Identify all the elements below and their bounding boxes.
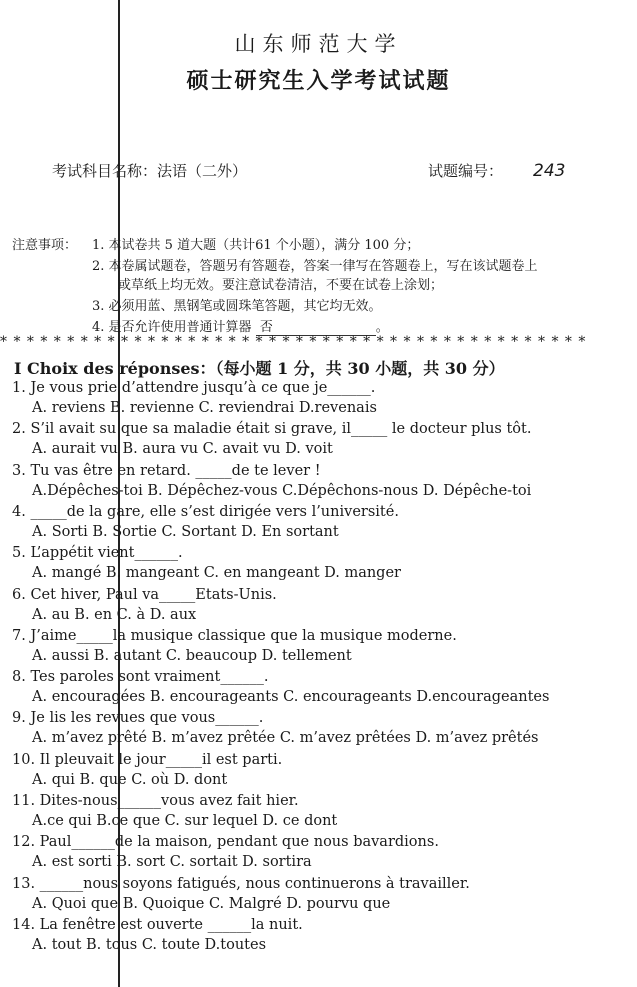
answer-options: A. aurait vu B. aura vu C. avait vu D. voit — [32, 441, 333, 458]
answer-options: A. aussi B. autant C. beaucoup D. tellement — [32, 647, 352, 664]
university-title: 山东师范大学 — [234, 32, 403, 56]
section-heading: Ⅰ Choix des réponses：（每小题 1 分，共 30 小题，共 30 分） — [14, 359, 505, 378]
note-end: 。 — [375, 320, 389, 335]
star-divider: * * * * * * * * * * * * * * * * * * * * * * * * * * * * * * * * * * * * * * * * * * * * — [0, 334, 587, 350]
note-line — [92, 316, 389, 336]
note-line: 2. 本卷属试题卷，答题另有答题卷，答案一律写在答题卷上，写在该试题卷上 — [92, 259, 538, 274]
question-stem: 11. Dites-nous______vous avez fait hier. — [12, 793, 299, 809]
answer-options: A. tout B. tous C. toute D.toutes — [32, 936, 267, 953]
answer-options: A. encouragées B. encourageants C. encourageants D.encourageantes — [32, 689, 550, 706]
answer-options: A.Dépêches-toi B. Dépêchez-vous C.Dépêchons-nous D. Dépêche-toi — [32, 482, 532, 499]
question-stem: 8. Tes paroles sont vraiment______. — [12, 669, 269, 686]
calculator-answer: 否 — [259, 320, 273, 335]
note-line: 3. 必须用蓝、黑钢笔或圆珠笔答题，其它均无效。 — [92, 299, 382, 314]
question-stem: 10. Il pleuvait le jour_____il est parti. — [12, 751, 283, 768]
question-stem: 9. Je lis les revues que vous______. — [12, 710, 264, 727]
answer-options: A. est sorti B. sort C. sortait D. sortira — [32, 854, 312, 871]
question-stem: 13. ______nous soyons fatigués, nous continuerons à travailler. — [12, 875, 470, 892]
notes-label: 注意事项： — [12, 238, 78, 253]
exam-code-value: 243 — [533, 161, 566, 181]
answer-options: A. Quoi que B. Quoique C. Malgré D. pourvu que — [32, 895, 391, 912]
calculator-answer-blank — [256, 316, 376, 336]
question-stem: 7. J’aime_____la musique classique que la musique moderne. — [12, 627, 457, 644]
exam-code-label: 试题编号： — [428, 162, 504, 180]
answer-options: A. reviens B. revienne C. reviendrai D.revenais — [32, 400, 377, 416]
question-stem: 4. _____de la gare, elle s’est dirigée vers l’université. — [12, 503, 399, 520]
answer-options: A. qui B. que C. où D. dont — [32, 771, 228, 788]
subject-label: 考试科目名称：法语（二外） — [52, 162, 248, 180]
answer-options: A. mangé B. mangeant C. en mangeant D. manger — [32, 565, 401, 582]
question-stem: 14. La fenêtre est ouverte ______la nuit. — [12, 916, 303, 933]
answer-options: A. Sorti B. Sortie C. Sortant D. En sortant — [32, 523, 339, 540]
question-stem: 12. Paul______de la maison, pendant que nous bavardions. — [12, 834, 439, 851]
note-line: 1. 本试卷共 5 道大题（共计61 个小题），满分 100 分； — [92, 238, 420, 253]
exam-code — [428, 160, 565, 181]
question-stem: 5. L’appétit vient______. — [12, 545, 183, 562]
question-stem: 3. Tu vas être en retard. _____de te lever ! — [12, 462, 321, 479]
note-text: 4. 是否允许使用普通计算器 — [92, 320, 252, 335]
answer-options: A.ce qui B.ce que C. sur lequel D. ce dont — [32, 813, 338, 829]
note-line: 或草纸上均无效。要注意试卷清洁，不要在试卷上涂划； — [118, 278, 444, 293]
question-stem: 1. Je vous prie d’attendre jusqu’à ce que je______. — [12, 380, 376, 396]
exam-title: 硕士研究生入学考试试题 — [186, 68, 451, 94]
question-stem: 6. Cet hiver, Paul va_____Etats-Unis. — [12, 586, 277, 603]
answer-options: A. m’avez prêté B. m’avez prêtée C. m’avez prêtées D. m’avez prêtés — [32, 730, 539, 747]
answer-options: A. au B. en C. à D. aux — [32, 606, 197, 623]
question-stem: 2. S’il avait su que sa maladie était si grave, il_____ le docteur plus tôt. — [12, 421, 532, 438]
